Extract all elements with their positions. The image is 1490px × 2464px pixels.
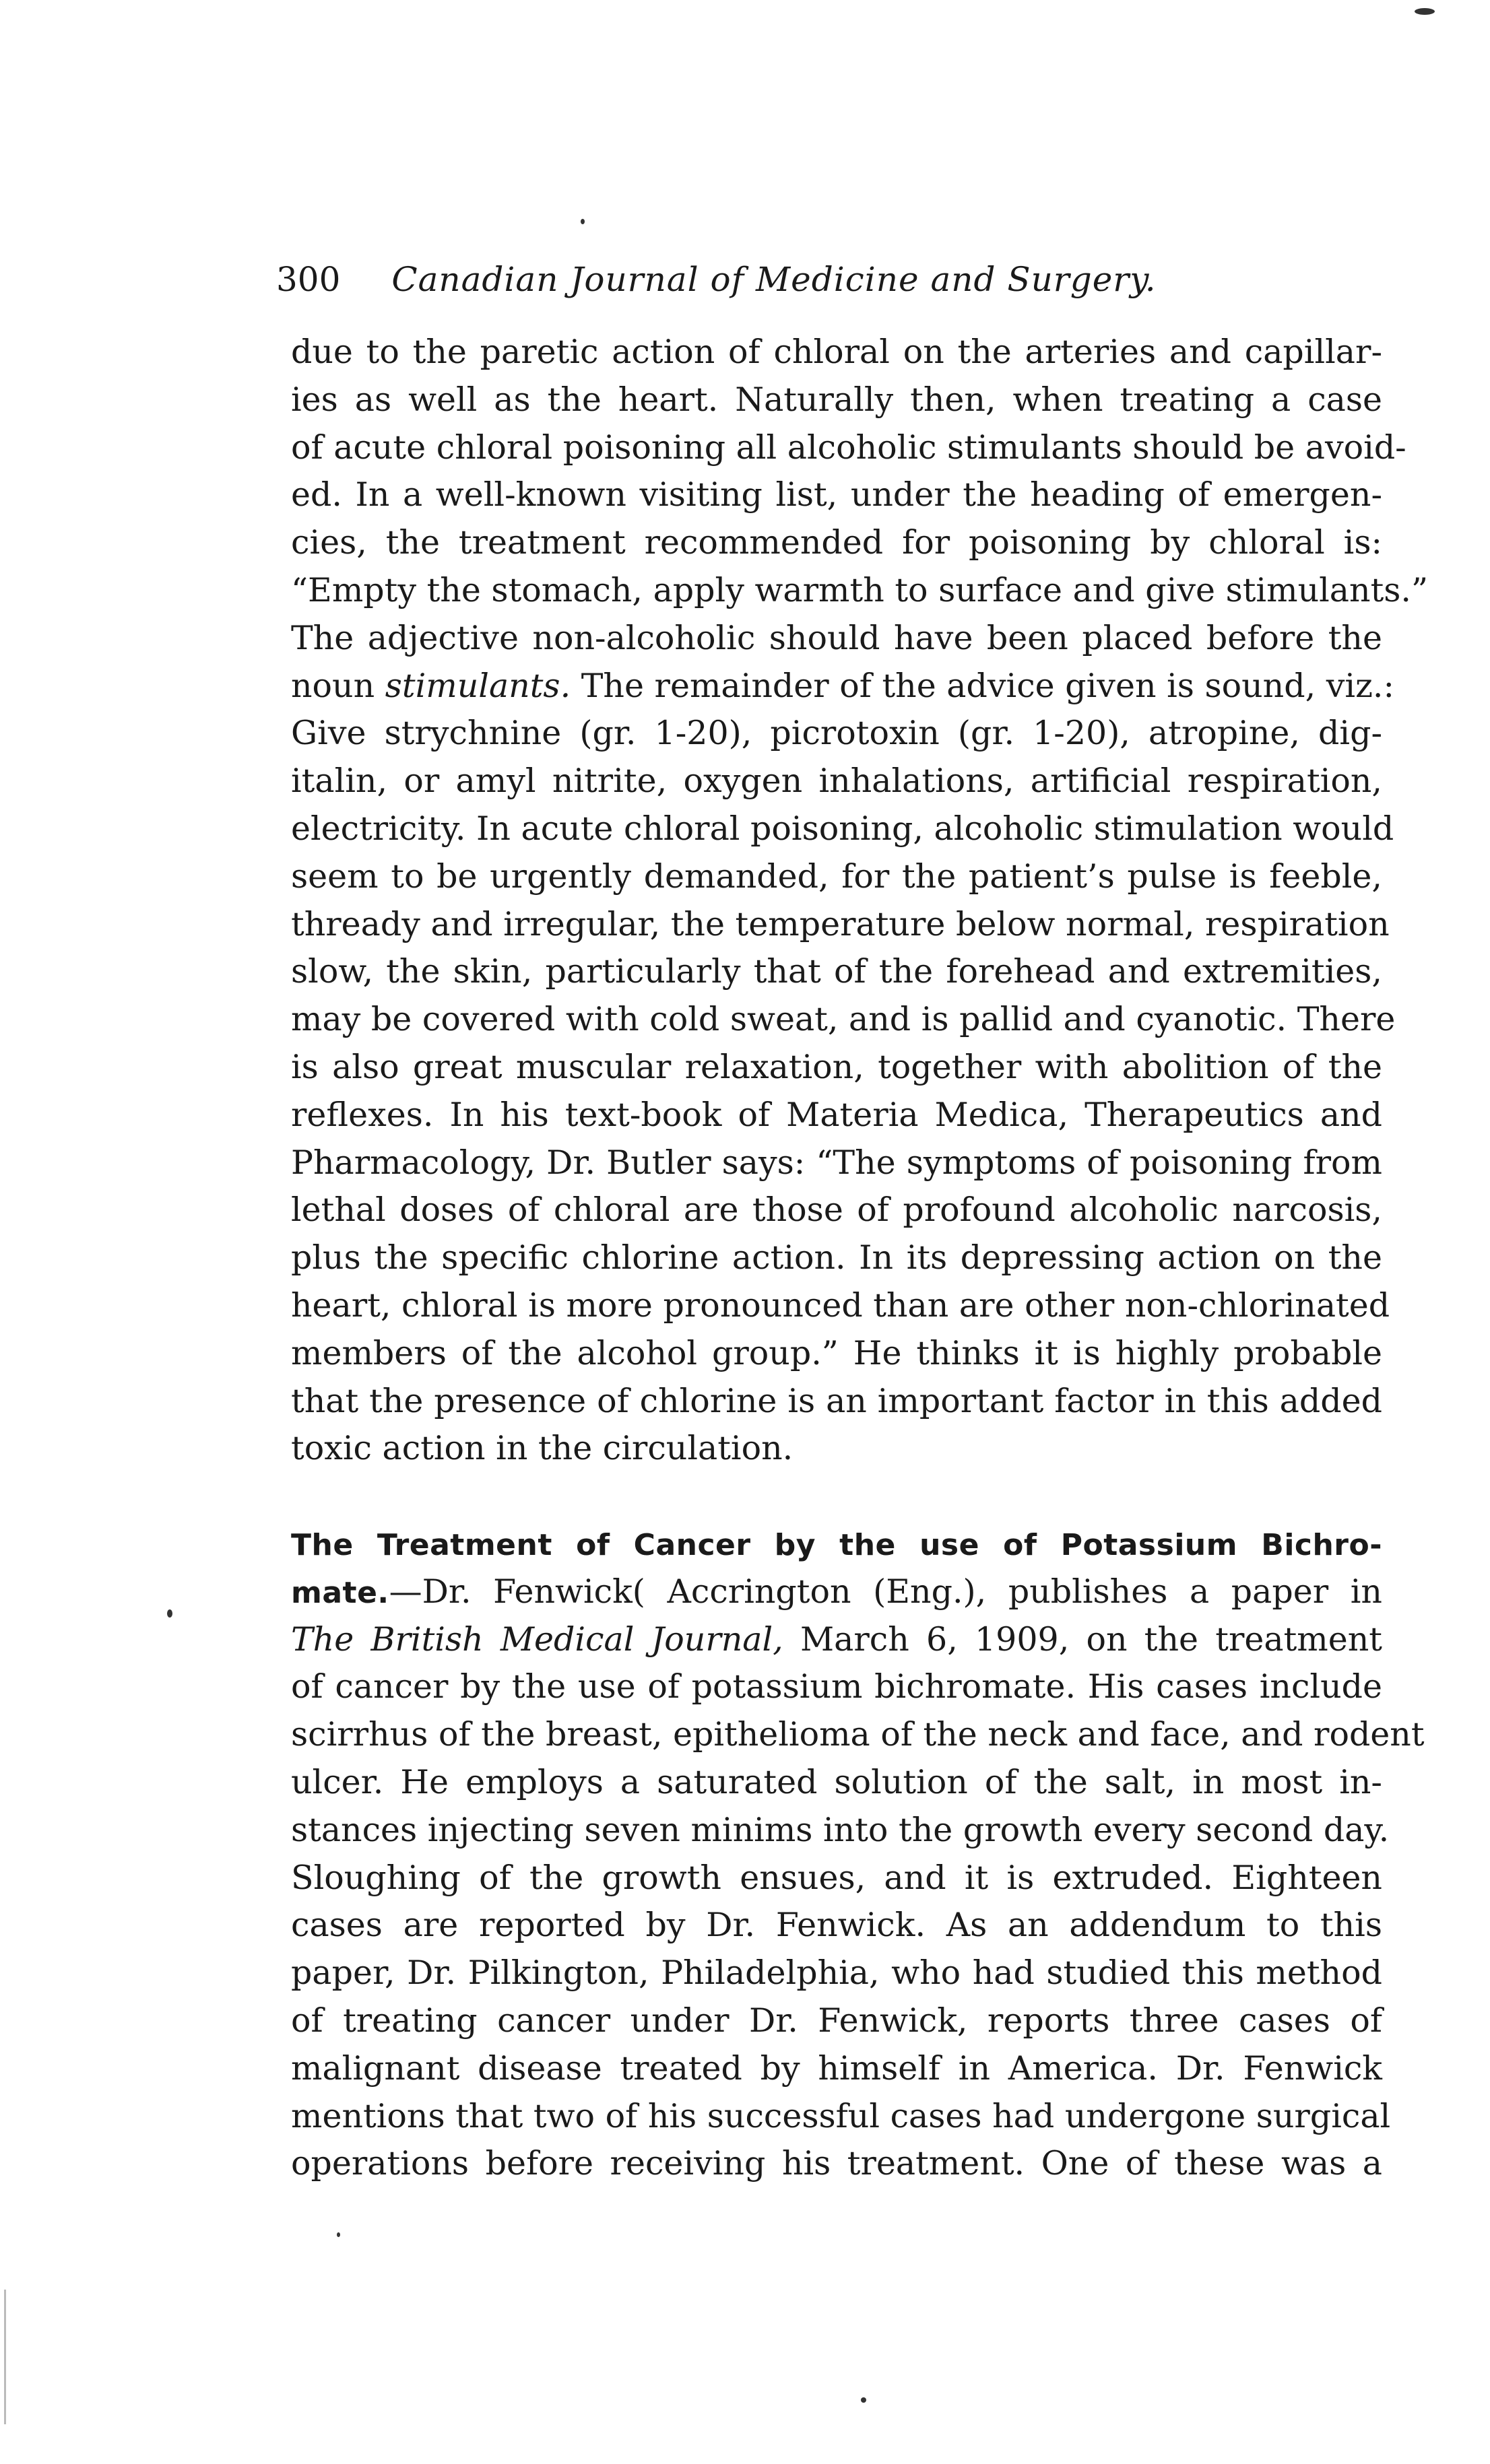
text-line-with-heading [291, 1568, 1382, 1616]
paragraph-chloral-poisoning [291, 329, 1429, 1473]
text-line: Pharmacology, Dr. Butler says: “The symptoms of poisoning from [291, 1143, 1382, 1182]
text-line: scirrhus of the breast, epithelioma of the neck and face, and rodent [291, 1715, 1425, 1754]
text-line: ies as well as the heart. Naturally then, when treating a case [291, 380, 1382, 419]
text-line: paper, Dr. Pilkington, Philadelphia, who had studied this method [291, 1954, 1382, 1993]
scan-speck [581, 219, 585, 224]
text-line-with-italic [291, 663, 1395, 710]
text-line: may be covered with cold sweat, and is pallid and cyanotic. There [291, 1000, 1396, 1039]
text-line: of acute chloral poisoning all alcoholic stimulants should be avoid- [291, 428, 1406, 467]
text-line: malignant disease treated by himself in America. Dr. Fenwick [291, 2049, 1382, 2088]
text-line: plus the specific chlorine action. In its depressing action on the [291, 1238, 1382, 1277]
text-fragment: —Dr. Fenwick( Accrington (Eng.), publishes a paper in [389, 1572, 1382, 1611]
text-line: operations before receiving his treatment. One of these was a [291, 2144, 1382, 2183]
text-line: electricity. In acute chloral poisoning, alcoholic stimulation would [291, 809, 1394, 848]
text-line: ed. In a well-known visiting list, under the heading of emergen- [291, 475, 1382, 514]
text-fragment: March 6, 1909, on the treatment [800, 1620, 1382, 1659]
journal-running-title: Canadian Journal of Medicine and Surgery. [391, 260, 1157, 299]
text-line: mentions that two of his successful cases had undergone surgical [291, 2096, 1391, 2135]
italic-word-stimulants: stimulants. [385, 666, 571, 705]
text-line: cies, the treatment recommended for poisoning by chloral is: [291, 523, 1382, 562]
text-line: that the presence of chlorine is an important factor in this added [291, 1381, 1382, 1420]
text-line: due to the paretic action of chloral on the arteries and capillar- [291, 333, 1382, 371]
text-line: members of the alcohol group.” He thinks it is highly probable [291, 1333, 1382, 1372]
text-line: Sloughing of the growth ensues, and it is extruded. Eighteen [291, 1858, 1382, 1897]
journal-title: The British Medical Journal, [291, 1620, 783, 1659]
scan-speck [1415, 8, 1435, 15]
text-line: “Empty the stomach, apply warmth to surface and give stimulants.” [291, 570, 1429, 609]
text-line: of cancer by the use of potassium bichromate. His cases include [291, 1667, 1382, 1706]
text-line: ulcer. He employs a saturated solution of the salt, in most in- [291, 1762, 1382, 1801]
text-line: stances injecting seven minims into the growth every second day. [291, 1810, 1390, 1849]
text-line: of treating cancer under Dr. Fenwick, reports three cases of [291, 2001, 1382, 2040]
text-line-with-italic [291, 1616, 1382, 1664]
text-fragment: The remainder of the advice given is sound, viz.: [581, 666, 1395, 705]
text-line: toxic action in the circulation. [291, 1429, 793, 1468]
text-line: cases are reported by Dr. Fenwick. As an addendum to this [291, 1906, 1382, 1945]
scan-speck [337, 2232, 340, 2237]
scan-speck [167, 1609, 172, 1618]
text-line: lethal doses of chloral are those of profound alcoholic narcosis, [291, 1191, 1382, 1230]
running-header [276, 249, 1394, 310]
text-line: slow, the skin, particularly that of the forehead and extremities, [291, 952, 1382, 991]
scan-speck [861, 2397, 866, 2403]
page-number: 300 [276, 260, 341, 299]
text-line: The adjective non-alcoholic should have been placed before the [291, 618, 1382, 657]
text-line: reflexes. In his text-book of Materia Medica, Therapeutics and [291, 1095, 1382, 1134]
scan-speck [4, 2290, 6, 2424]
paragraph-cancer-treatment [291, 1521, 1425, 2188]
text-line: thready and irregular, the temperature below normal, respiration [291, 904, 1390, 943]
text-line: italin, or amyl nitrite, oxygen inhalations, artificial respiration, [291, 762, 1382, 801]
section-heading-line [291, 1521, 1382, 1568]
section-heading: The Treatment of Cancer by the use of Potassium Bichro- [291, 1528, 1382, 1562]
text-line: Give strychnine (gr. 1-20), picrotoxin (gr. 1-20), atropine, dig- [291, 714, 1382, 753]
section-heading-continued: mate. [291, 1575, 389, 1610]
text-line: is also great muscular relaxation, together with abolition of the [291, 1047, 1382, 1086]
text-line: seem to be urgently demanded, for the patient’s pulse is feeble, [291, 857, 1382, 896]
text-fragment: noun [291, 666, 375, 705]
text-line: heart, chloral is more pronounced than are other non-chlorinated [291, 1286, 1390, 1325]
